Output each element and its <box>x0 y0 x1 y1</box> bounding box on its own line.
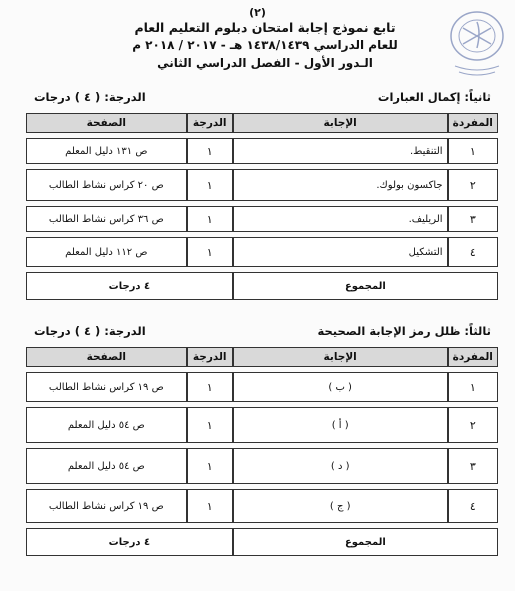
item-page: ص ٥٤ دليل المعلم <box>26 448 187 484</box>
col-header-grade: الدرجة <box>187 113 233 133</box>
col-header-page: الصفحة <box>26 113 187 133</box>
item-page: ص ١١٢ دليل المعلم <box>26 237 187 267</box>
table-row <box>26 237 498 267</box>
table-row <box>26 169 498 201</box>
total-label: المجموع <box>233 272 498 300</box>
item-grade: ١ <box>187 448 233 484</box>
item-number: ٤ <box>448 489 498 523</box>
item-grade: ١ <box>187 407 233 443</box>
item-number: ١ <box>448 372 498 402</box>
item-grade: ١ <box>187 206 233 232</box>
item-number: ٣ <box>448 448 498 484</box>
item-number: ٣ <box>448 206 498 232</box>
table-total-row <box>26 272 498 300</box>
section2-title: ثانياً: إكمال العبارات <box>377 90 491 104</box>
item-answer: ( أ ) <box>233 407 448 443</box>
item-answer: التشكيل <box>233 237 448 267</box>
item-page: ص ٢٠ كراس نشاط الطالب <box>26 169 187 201</box>
item-grade: ١ <box>187 169 233 201</box>
table-header-row <box>26 347 498 367</box>
completion-table <box>26 108 498 305</box>
col-header-page: الصفحة <box>26 347 187 367</box>
header-term: الـدور الأول - الفصل الدراسي الثاني <box>157 56 373 70</box>
item-number: ٤ <box>448 237 498 267</box>
item-page: ص ٣٦ كراس نشاط الطالب <box>26 206 187 232</box>
total-label: المجموع <box>233 528 498 556</box>
item-number: ٢ <box>448 169 498 201</box>
table-row <box>26 407 498 443</box>
section3-title: ثالثاً: ظلل رمز الإجابة الصحيحة <box>317 324 491 338</box>
table-header-row <box>26 113 498 133</box>
table-total-row <box>26 528 498 556</box>
col-header-grade: الدرجة <box>187 347 233 367</box>
item-answer: ( د ) <box>233 448 448 484</box>
item-grade: ١ <box>187 237 233 267</box>
page-number: (٢) <box>249 6 266 19</box>
item-answer: ( ب ) <box>233 372 448 402</box>
col-header-num: المفردة <box>448 113 498 133</box>
col-header-answer: الإجابة <box>233 347 448 367</box>
col-header-answer: الإجابة <box>233 113 448 133</box>
item-page: ص ١٣١ دليل المعلم <box>26 138 187 164</box>
item-answer: ( ج ) <box>233 489 448 523</box>
total-value: ٤ درجات <box>26 528 233 556</box>
item-number: ٢ <box>448 407 498 443</box>
item-grade: ١ <box>187 372 233 402</box>
header-title: تابع نموذج إجابة امتحان دبلوم التعليم العام <box>134 20 396 35</box>
multiple-choice-table <box>26 342 498 561</box>
item-number: ١ <box>448 138 498 164</box>
col-header-num: المفردة <box>448 347 498 367</box>
item-grade: ١ <box>187 138 233 164</box>
item-answer: الريليف. <box>233 206 448 232</box>
item-page: ص ١٩ كراس نشاط الطالب <box>26 372 187 402</box>
item-grade: ١ <box>187 489 233 523</box>
table-row <box>26 448 498 484</box>
ministry-seal-icon <box>445 8 509 78</box>
total-value: ٤ درجات <box>26 272 233 300</box>
header-year: للعام الدراسي ١٤٣٨/١٤٣٩ هـ - ٢٠١٧ / ٢٠١٨ م <box>132 38 398 52</box>
table-row <box>26 206 498 232</box>
item-page: ص ٥٤ دليل المعلم <box>26 407 187 443</box>
table-row <box>26 138 498 164</box>
table-row <box>26 489 498 523</box>
item-answer: التنقيط. <box>233 138 448 164</box>
section3-grade: الدرجة: ( ٤ ) درجات <box>34 324 146 338</box>
section2-grade: الدرجة: ( ٤ ) درجات <box>34 90 146 104</box>
table-row <box>26 372 498 402</box>
item-answer: جاكسون بولوك. <box>233 169 448 201</box>
item-page: ص ١٩ كراس نشاط الطالب <box>26 489 187 523</box>
